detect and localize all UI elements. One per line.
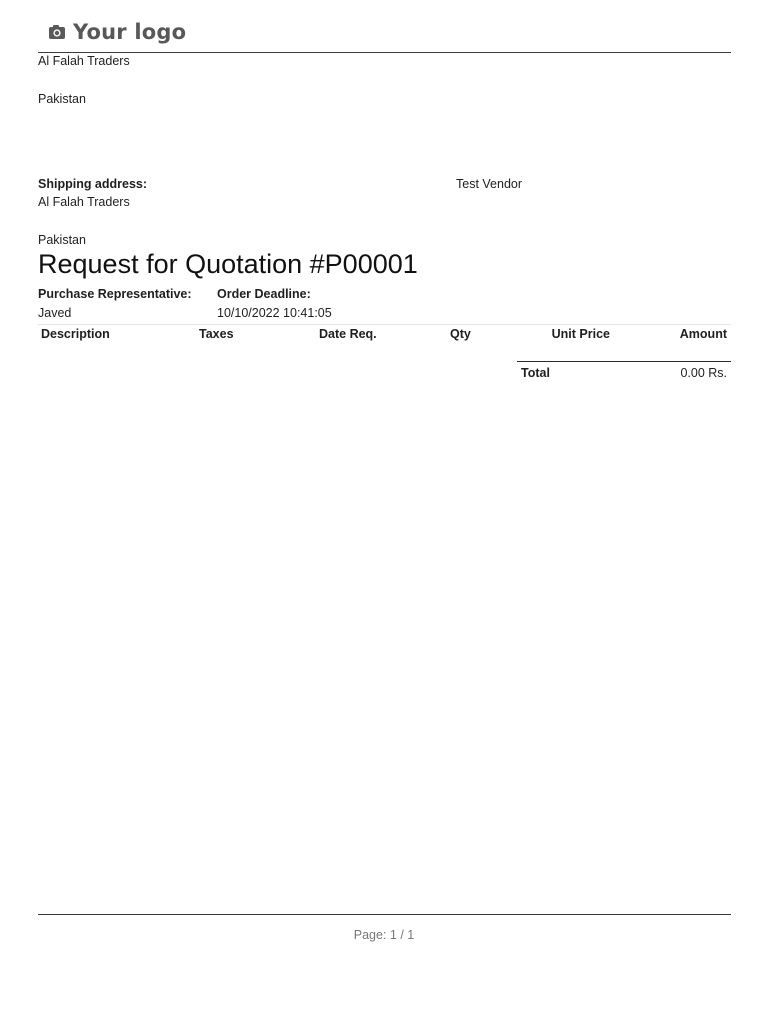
shipping-address-label: Shipping address: bbox=[38, 177, 148, 191]
page-number: Page: 1 / 1 bbox=[353, 928, 415, 942]
logo-text: Your logo bbox=[73, 20, 187, 44]
camera-icon bbox=[47, 22, 67, 42]
column-header-taxes: Taxes bbox=[199, 327, 234, 341]
vendor-name: Test Vendor bbox=[456, 177, 523, 191]
column-header-quantity: Qty bbox=[450, 327, 471, 341]
company-logo bbox=[47, 20, 186, 44]
order-deadline-value: 10/10/2022 10:41:05 bbox=[217, 306, 332, 320]
purchase-representative-value: Javed bbox=[38, 306, 72, 320]
total-value: 0.00 Rs. bbox=[680, 366, 727, 380]
header-divider bbox=[38, 52, 731, 53]
totals-divider bbox=[517, 361, 731, 362]
column-header-amount: Amount bbox=[679, 327, 727, 341]
shipping-country: Pakistan bbox=[38, 233, 86, 247]
order-deadline-label: Order Deadline: bbox=[217, 287, 311, 301]
total-label: Total bbox=[521, 366, 550, 380]
column-header-unit-price: Unit Price bbox=[551, 327, 610, 341]
column-header-description: Description bbox=[41, 327, 110, 341]
purchase-representative-label: Purchase Representative: bbox=[38, 287, 192, 301]
company-name: Al Falah Traders bbox=[38, 54, 130, 68]
company-country: Pakistan bbox=[38, 92, 86, 106]
table-top-border bbox=[38, 324, 731, 325]
shipping-name: Al Falah Traders bbox=[38, 195, 130, 209]
footer-divider bbox=[38, 914, 731, 915]
page-title: Request for Quotation #P00001 bbox=[38, 249, 418, 279]
column-header-date-required: Date Req. bbox=[319, 327, 377, 341]
